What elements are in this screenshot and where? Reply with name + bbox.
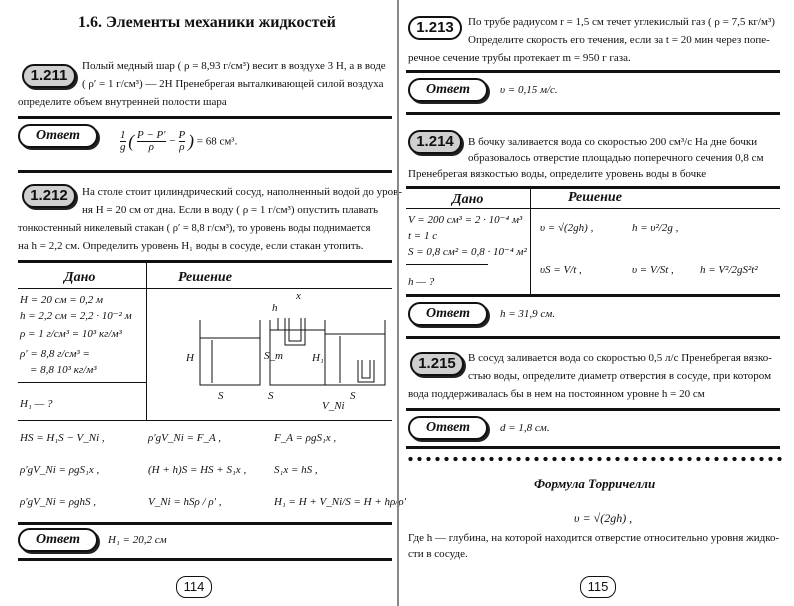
problem-1215-line3: вода поддерживалась бы в нем на постоянном уровне h = 20 см bbox=[408, 388, 705, 400]
page-number-right: 115 bbox=[580, 576, 616, 598]
answer-label-1214: Ответ bbox=[408, 302, 488, 326]
eq-1214-0-0: υ = √(2gh) , bbox=[540, 222, 594, 234]
divider bbox=[530, 188, 531, 294]
page-number-left: 114 bbox=[176, 576, 212, 598]
torricelli-title: Формула Торричелли bbox=[534, 476, 656, 491]
problem-number-1211: 1.211 bbox=[22, 64, 76, 88]
eq-1214-1-0: υS = V/t , bbox=[540, 264, 582, 276]
problem-1212-line3: тонкостенный никелевый стакан ( ρ′ = 8,8 г/см³), то уровень воды поднимается bbox=[18, 223, 371, 234]
problem-1212-line1: На столе стоит цилиндрический сосуд, наполненный водой до уров- bbox=[82, 186, 403, 198]
eq-1214-0-1: h = υ²/2g , bbox=[632, 222, 679, 234]
eq-1212-0-1: ρ′gV_Ni = F_A , bbox=[148, 432, 221, 444]
fig-label-H: H bbox=[186, 352, 194, 364]
fraction: $\frac{1}{g}$ bbox=[120, 129, 126, 153]
divider bbox=[406, 112, 780, 115]
problem-1213-line1: По трубе радиусом r = 1,5 см течет углекислый газ ( ρ = 7,5 кг/м³) bbox=[468, 16, 775, 28]
problem-1212-line4: на h = 2,2 см. Определить уровень H₁ воды в сосуде, если стакан утопить. bbox=[18, 240, 364, 252]
dotted-divider bbox=[406, 456, 782, 462]
divider bbox=[406, 446, 780, 449]
fig-label-S3: S bbox=[350, 390, 356, 402]
divider bbox=[18, 522, 392, 525]
problem-1215-line1: В сосуд заливается вода со скоростью 0,5 л/с Пренебрегая вязко- bbox=[468, 352, 772, 364]
given-1212-1: h = 2,2 см = 2,2 · 10⁻² м bbox=[20, 310, 132, 322]
answer-label-1211: Ответ bbox=[18, 124, 98, 148]
divider bbox=[18, 170, 392, 173]
eq-1214-1-1: υ = V/St , bbox=[632, 264, 674, 276]
given-1212-0: H = 20 см = 0,2 м bbox=[20, 294, 103, 306]
page-gutter bbox=[397, 0, 399, 606]
fraction: $\frac{P - P'}{\rho}$ bbox=[137, 129, 166, 153]
fig-label-VNi: V_Ni bbox=[322, 400, 345, 412]
torricelli-formula: υ = √(2gh) , bbox=[574, 511, 633, 525]
given-header: Дано bbox=[64, 270, 96, 285]
unknown-1212: H₁ — ? bbox=[20, 398, 53, 410]
problem-1212-line2: ня H = 20 см от дна. Если в воду ( ρ = 1 г/см³) опустить плавать bbox=[82, 204, 379, 216]
problem-1214-line3: Пренебрегая вязкостью воды, определите уровень воды в бочке bbox=[408, 168, 707, 180]
divider bbox=[406, 294, 780, 297]
problem-number-1215: 1.215 bbox=[410, 352, 464, 376]
fraction: $\frac{P}{\rho}$ bbox=[178, 129, 186, 153]
given-1214-0: V = 200 см³ = 2 · 10⁻⁴ м³ bbox=[408, 214, 523, 226]
fig-label-h: h bbox=[272, 302, 278, 314]
eq-1212-2-1: V_Ni = hSρ / ρ′ , bbox=[148, 496, 222, 508]
eq-1212-1-1: (H + h)S = HS + S₁x , bbox=[148, 464, 247, 476]
problem-1213-line2: Определите скорость его течения, если за t = 20 мин через попе- bbox=[468, 34, 770, 46]
given-1214-2: S = 0,8 см² = 0,8 · 10⁻⁴ м² bbox=[408, 246, 527, 258]
given-1212-4: = 8,8 10³ кг/м³ bbox=[30, 364, 97, 376]
fig-label-S2: S bbox=[268, 390, 274, 402]
divider bbox=[18, 558, 392, 561]
divider bbox=[18, 116, 392, 119]
answer-1212: H₁ = 20,2 см bbox=[108, 534, 167, 546]
given-1214-1: t = 1 с bbox=[408, 230, 438, 242]
answer-1213: υ = 0,15 м/с. bbox=[500, 84, 558, 96]
fig-label-S1: S bbox=[218, 390, 224, 402]
divider bbox=[406, 408, 780, 411]
divider bbox=[406, 264, 488, 265]
problem-1211-line1: Полый медный шар ( ρ = 8,93 г/см³) весит в воздухе 3 Н, а в воде bbox=[82, 60, 386, 72]
problem-1215-line2: стью воды, определите диаметр отверстия в сосуде, при котором bbox=[468, 370, 772, 382]
divider bbox=[18, 260, 392, 263]
problem-number-1214: 1.214 bbox=[408, 130, 462, 154]
fig-label-H1: H₁ bbox=[312, 352, 324, 364]
divider bbox=[406, 70, 780, 73]
problem-number-1212: 1.212 bbox=[22, 184, 76, 208]
solution-header: Решение bbox=[178, 270, 232, 285]
eq-1212-0-2: F_A = ρgS₁x , bbox=[274, 432, 337, 444]
problem-1211-line3: определите объем внутренней полости шара bbox=[18, 96, 227, 108]
given-1212-3: ρ′ = 8,8 г/см³ = bbox=[20, 348, 90, 360]
given-1212-2: ρ = 1 г/см³ = 10³ кг/м³ bbox=[20, 328, 122, 340]
problem-1214-line2: образовалось отверстие площадью поперечного сечения 0,8 см bbox=[468, 152, 764, 164]
answer-1214: h = 31,9 см. bbox=[500, 308, 556, 320]
answer-label-1215: Ответ bbox=[408, 416, 488, 440]
eq-1214-1-2: h = V²/2gS²t² bbox=[700, 264, 758, 276]
eq-1212-2-2: H₁ = H + V_Ni/S = H + hρ/ρ′ bbox=[274, 496, 407, 508]
unknown-1214: h — ? bbox=[408, 276, 435, 288]
fig-label-x: x bbox=[296, 290, 301, 302]
divider bbox=[18, 382, 146, 383]
problem-1213-line3: речное сечение трубы протекает m = 950 г газа. bbox=[408, 52, 631, 64]
answer-1211-result: = 68 см³. bbox=[196, 135, 238, 148]
problem-1211-line2: ( ρ′ = 1 г/см³) — 2Н Пренебрегая выталкивающей силой воздуха bbox=[82, 78, 384, 90]
divider bbox=[18, 420, 392, 421]
torricelli-line1: Где h — глубина, на которой находится отверстие относительно уровня жидко- bbox=[408, 532, 780, 544]
section-title: 1.6. Элементы механики жидкостей bbox=[78, 14, 336, 31]
fig-label-ST: S_т bbox=[264, 350, 283, 362]
eq-1212-1-2: S₁x = hS , bbox=[274, 464, 318, 476]
divider bbox=[18, 288, 392, 289]
given-header: Дано bbox=[452, 192, 484, 207]
eq-1212-2-0: ρ′gV_Ni = ρghS , bbox=[20, 496, 97, 508]
problem-number-1213: 1.213 bbox=[408, 16, 462, 40]
solution-header: Решение bbox=[568, 190, 622, 205]
torricelli-line2: сти в сосуде. bbox=[408, 548, 468, 560]
divider bbox=[146, 262, 147, 420]
answer-label-1213: Ответ bbox=[408, 78, 488, 102]
answer-label-1212: Ответ bbox=[18, 528, 98, 552]
eq-1212-0-0: HS = H₁S − V_Ni , bbox=[20, 432, 105, 444]
divider bbox=[406, 208, 780, 209]
eq-1212-1-0: ρ′gV_Ni = ρgS₁x , bbox=[20, 464, 100, 476]
divider bbox=[406, 186, 780, 189]
divider bbox=[406, 336, 780, 339]
answer-1211-formula: $\frac{1}{g}$ ( $\frac{P - P'}{\rho}$ − $\frac{P}{\rho}$ ) = 68 см³. bbox=[120, 129, 238, 153]
answer-1215: d = 1,8 см. bbox=[500, 422, 550, 434]
problem-1214-line1: В бочку заливается вода со скоростью 200 см³/с На дне бочки bbox=[468, 136, 758, 148]
